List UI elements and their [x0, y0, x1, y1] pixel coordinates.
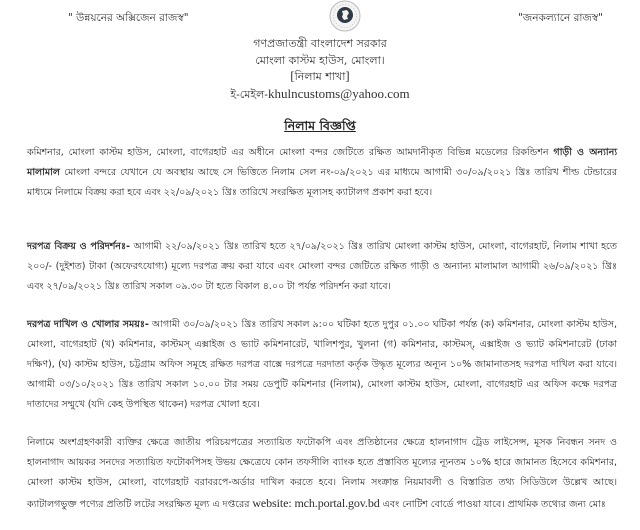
sale-inspection-text: আগামী ২২/০৯/২০২১ খ্রিঃ তারিখ হতে ২৭/০৯/২০২১ খ্রিঃ তারিখ মোংলা কাস্টম হাউস, মোংলা, বাগেরহাট, নিলাম শাখা হতে ২০০/- (দুইশত) টাকা (অফেরৎযোগ্য) মূল্যে দরপত্র ক্রয় করা যাবে এবং মোংলা বন্দর জেটিতে রক্ষিত গাড়ী ও অন্যান্য মালামাল আগামী ২৬/০৯/২০২১ খ্রিঃ এবং ২৭/০৯/২০২১ খ্রিঃ তারিখ সকাল ০৯.৩০ টা হতে বিকাল ৪.০০ টা পর্যন্ত পরিদর্শন করা যাবে।	[27, 241, 618, 292]
email-prefix: ই-মেইল-	[230, 87, 269, 101]
notice-paragraph-sale-inspection	[27, 237, 617, 297]
office-name: মোংলা কাস্টম হাউস, মোংলা।	[255, 53, 385, 67]
notice-title: নিলাম বিজ্ঞপ্তি	[284, 118, 356, 133]
motto-left: " উন্নয়নের অক্সিজেন রাজস্ব"	[68, 12, 189, 24]
govt-name: গণপ্রজাতন্ত্রী বাংলাদেশ সরকার	[253, 37, 387, 50]
government-seal-icon	[328, 0, 362, 32]
submission-label: দরপত্র দাখিল ও খোলার সময়ঃ-	[27, 319, 149, 330]
section-name: [নিলাম শাখা]	[290, 70, 350, 83]
requirements-text-a: নিলামে অংশগ্রহণকারী ব্যক্তির ক্ষেত্রে জাতীয় পরিচয়পত্রের সত্যায়িত ফটোকপি এবং প্রতিষ্ঠানের ক্ষেত্রে হালনাগাদ ট্রেড লাইসেন্স, মূসক নিবন্ধন সনদ ও হালনাগাদ আয়কর সনদের সত্যায়িত ফটোকপিসহ উভয় ক্ষেত্রেযে কোন তফসীলি ব্যাংক হতে প্রস্তাবিত মূল্যের ন্যূনতম ১০% হারে জামানত হিসেবে কমিশনার, মোংলা কাস্টম হাউস, মোংলা, বাগেরহাট বরাবরপে-অর্ডার দাখিল করতে হবে। নিলাম সংক্রান্ত নিয়মাবলী ও বিস্তারিত তথ্য সিডিউলে উল্লেখ আছে। ক্যাটালগভুক্ত পণ্যের প্রতিটি লটের সংরক্ষিত মূল্য এ দপ্তরের	[27, 437, 617, 510]
notice-paragraph-submission	[27, 315, 617, 415]
email-line	[0, 86, 640, 104]
para1-text-a: কমিশনার, মোংলা কাস্টম হাউস, মোংলা, বাগেরহাট এর অধীনে মোংলা বন্দর জেটিতে রক্ষিত আমদানীকৃত বিভিন্ন মডেলের রিকন্ডিশন	[27, 147, 554, 158]
notice-paragraph-requirements	[27, 433, 617, 515]
motto-right: "জনকল্যানে রাজস্ব"	[518, 12, 604, 24]
requirements-text-b: এবং নোটিশ বোর্ডে পাওয়া যাবে। প্রাথমিক তথ্যের জন্য মোঃ	[379, 499, 606, 510]
notice-paragraph-intro	[27, 143, 617, 203]
sale-inspection-label: দরপত্র বিক্রয় ও পরিদর্শনঃ-	[27, 241, 130, 252]
para1-bold-text: গাড়ী ও অন্যান্য মালামাল	[27, 147, 618, 178]
office-header	[0, 36, 640, 103]
submission-text: আগামী ৩০/০৯/২০২১ খ্রিঃ তারিখ সকাল ৯:০০ ঘটিকা হতে দুপুর ০১.০০ ঘটিকা পর্যন্ত (ক) কমিশনার, মোংলা কাস্টম হাউস, মোংলা, বাগেরহাট (খ) কমিশনার, কাস্টমস্ এক্সাইজ ও ভ্যাট কমিশনারেট, খালিশপুর, খুলনা (গ) কমিশনার, কাস্টমস্, এক্সাইজ ও ভ্যাট কমিশনারেট (ঢাকা দক্ষিণ), (ঘ) কাস্টম হাউস, চট্টগ্রাম অফিস সমূহে রক্ষিত দরপত্র বাক্সে দরপত্রে দরদাতা কর্তৃক উদ্ধৃত মূল্যের অন্যূন ১০% জামানাতসহ দরপত্র দাখিল করা যাবে। আগামী ০৩/১০/২০২১ খ্রিঃ তারিখ সকাল ১০.০০ টার সময় ডেপুটি কমিশনার (নিলাম), মোংলা কাস্টম হাউস, মোংলা, বাগেরহাট এর অফিস কক্ষে দরপত্র দাতাদের সম্মুখে (যদি কেহ উপস্থিত থাকেন) দরপত্র খোলা হবে।	[27, 319, 617, 410]
para1-text-b: মোংলা বন্দরে যেখানে যে অবস্থায় আছে সে ভিত্তিতে নিলাম সেল নং-০৯/২০২১ এর মাধ্যমে আগামী ৩০/০৯/২০২১ খ্রিঃ তারিখ শীল্ড টেন্ডারের মাধ্যমে নিলামে বিক্রয় করা হবে এবং ২২/০৯/২০২১ খ্রিঃ তারিখে সংরক্ষিত মূল্যসহ ক্যাটালগ প্রকাশ করা হবে।	[27, 167, 617, 198]
website-link[interactable]: website: mch.portal.gov.bd	[252, 496, 380, 510]
email-address[interactable]: khulncustoms@yahoo.com	[268, 85, 410, 101]
